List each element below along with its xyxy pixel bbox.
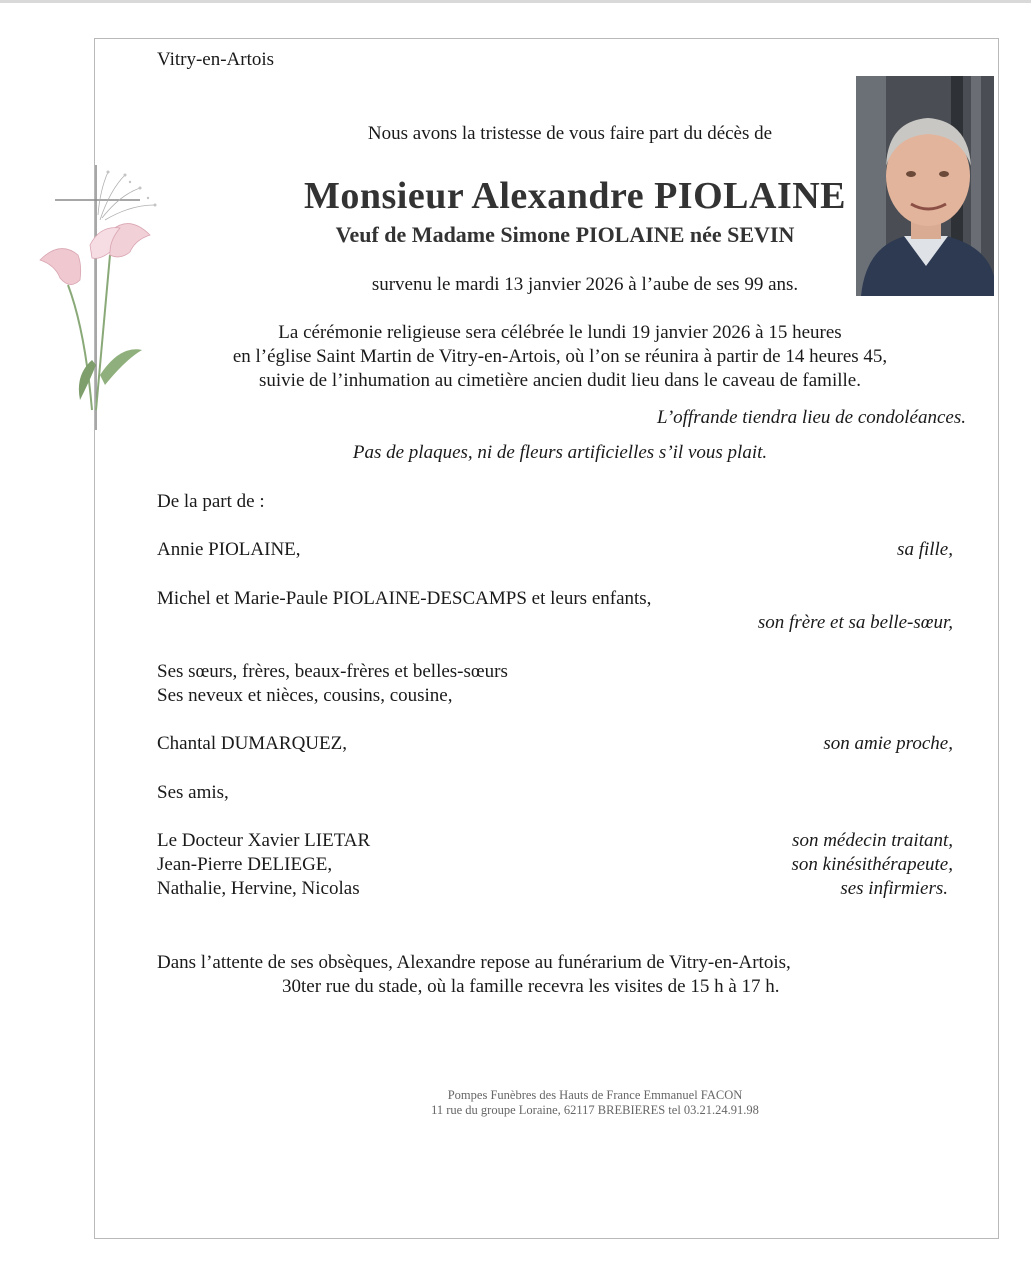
death-date-line: survenu le mardi 13 janvier 2026 à l’aube de ses 99 ans. [371,274,799,295]
ceremony-line-1: La cérémonie religieuse sera célébrée le lundi 19 janvier 2026 à 15 heures [278,322,842,343]
ceremony-line-2: en l’église Saint Martin de Vitry-en-Artois, où l’on se réunira à partir de 14 heures 45, [232,346,888,367]
family-nephews: Ses neveux et nièces, cousins, cousine, [157,685,453,706]
funerarium-line-2: 30ter rue du stade, où la famille recevra les visites de 15 h à 17 h. [282,976,780,997]
relation-nurses: ses infirmiers. [840,878,948,899]
plaques-note: Pas de plaques, ni de fleurs artificielles s’il vous plait. [352,442,768,463]
family-michel: Michel et Marie-Paule PIOLAINE-DESCAMPS et leurs enfants, [157,588,652,609]
widow-line: Veuf de Madame Simone PIOLAINE née SEVIN [335,222,795,247]
lily-cross-illustration [30,160,170,440]
offrande-note: L’offrande tiendra lieu de condoléances. [656,407,966,428]
intro-line: Nous avons la tristesse de vous faire part du décès de [367,123,773,144]
funeral-home-name: Pompes Funèbres des Hauts de France Emmanuel FACON [447,1088,743,1102]
friends-label: Ses amis, [157,782,229,803]
relation-annie: sa fille, [897,539,953,560]
funerarium-line-1: Dans l’attente de ses obsèques, Alexandre repose au funérarium de Vitry-en-Artois, [157,952,791,973]
portrait-icon [856,76,994,296]
funeral-home-address: 11 rue du groupe Loraine, 62117 BREBIERES tel 03.21.24.91.98 [431,1103,759,1117]
family-annie: Annie PIOLAINE, [157,539,301,560]
relation-chantal: son amie proche, [823,733,953,754]
family-siblings: Ses sœurs, frères, beaux-frères et belles-sœurs [157,661,508,682]
city-heading: Vitry-en-Artois [157,49,275,70]
relation-physio: son kinésithérapeute, [791,854,953,875]
friend-nurses: Nathalie, Hervine, Nicolas [157,878,360,899]
lily-cross-icon [30,160,170,440]
relation-doctor: son médecin traitant, [792,830,953,851]
friend-doctor: Le Docteur Xavier LIETAR [157,830,371,851]
relation-michel: son frère et sa belle-sœur, [757,612,953,633]
from-label: De la part de : [157,491,265,512]
portrait-photo [856,76,994,296]
deceased-name: Monsieur Alexandre PIOLAINE [303,175,847,217]
family-chantal: Chantal DUMARQUEZ, [157,733,347,754]
top-border-line [0,0,1031,3]
friend-physio: Jean-Pierre DELIEGE, [157,854,333,875]
ceremony-line-3: suivie de l’inhumation au cimetière ancien dudit lieu dans le caveau de famille. [259,370,861,391]
